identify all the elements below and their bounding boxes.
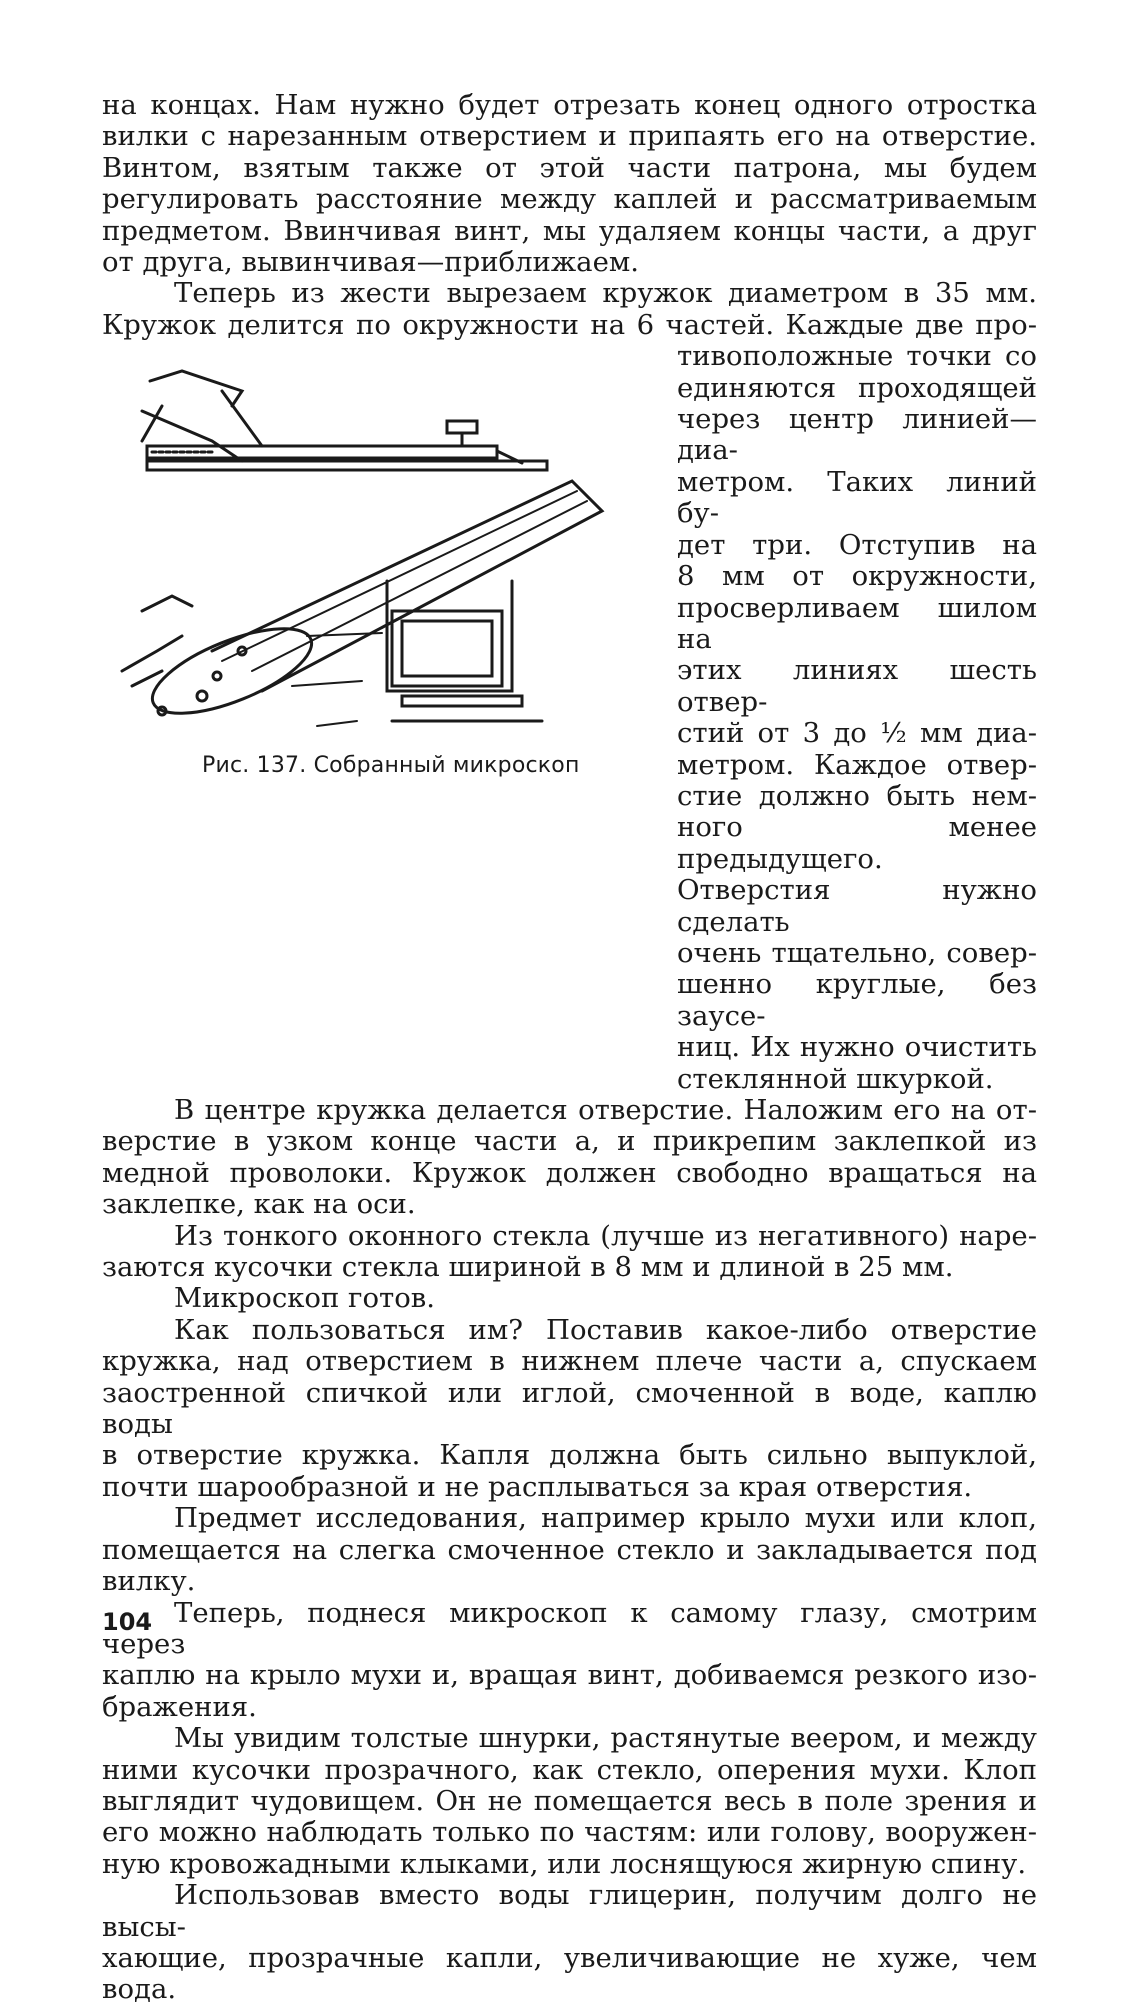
text-line: вилку.	[102, 1565, 196, 1598]
text-line: очень тщательно, совер-	[677, 936, 1037, 969]
text-line: Кружок делится по окружности на 6 частей. Каждые две про-	[102, 308, 1037, 341]
text-line: Как пользоваться им? Поставив какое-либо отверстие	[174, 1313, 1037, 1346]
text-line: В центре кружка делается отверстие. Наложим его на от-	[174, 1094, 1037, 1126]
paragraph-observation	[102, 1723, 1037, 1880]
text-line: этих линиях шесть отвер-	[677, 654, 1037, 718]
paragraph-disk	[102, 278, 1037, 341]
text-line: Теперь, поднеся микроскоп к самому глазу, смотрим через	[102, 1596, 1037, 1660]
text-line: кружка, над отверстием в нижнем плече части а, спускаем	[102, 1345, 1037, 1378]
text-line: заостренной спичкой или иглой, смоченной в воде, каплю воды	[102, 1376, 1037, 1441]
text-line: ного менее предыдущего.	[677, 811, 1037, 875]
text-line: Микроскоп готов.	[174, 1282, 436, 1315]
text-line: верстие в узком конце части а, и прикрепим заклепкой из	[102, 1125, 1037, 1158]
text-line: хающие, прозрачные капли, увеличивающие не хуже, чем вода.	[102, 1941, 1037, 2006]
figure-block	[102, 341, 1037, 1095]
paragraph-rivet	[102, 1095, 1037, 1221]
text-line: каплю на крыло мухи и, вращая винт, добиваемся резкого изо-	[102, 1659, 1037, 1692]
text-line: бражения.	[102, 1690, 257, 1723]
paragraph-viewing	[102, 1598, 1037, 1724]
text-line: ную кровожадными клыками, или лоснящуюся жирную спину.	[102, 1847, 1027, 1880]
text-line: Использовав вместо воды глицерин, получим долго не высы-	[102, 1879, 1037, 1943]
intro-paragraph	[102, 90, 1037, 278]
text-line: почти шарообразной и не расплываться за края отверстия.	[102, 1470, 973, 1503]
text-line: Из тонкого оконного стекла (лучше из негативного) наре-	[174, 1219, 1037, 1252]
text-line: заются кусочки стекла шириной в 8 мм и длиной в 25 мм.	[102, 1251, 954, 1284]
text-line: вилки с нарезанным отверстием и припаять его на отверстие.	[102, 120, 1037, 153]
text-line: Предмет исследования, например крыло мухи или клоп,	[174, 1502, 1037, 1535]
text-line: шенно круглые, без заусе-	[677, 968, 1037, 1032]
paragraph-glass	[102, 1221, 1037, 1284]
paragraph-glycerin	[102, 1880, 1037, 2006]
paragraph-ready	[102, 1283, 1037, 1314]
text-line: помещается на слегка смоченное стекло и закладывается под	[102, 1533, 1037, 1566]
text-line: ниц. Их нужно очистить	[677, 1031, 1037, 1064]
text-line: заклепке, как на оси.	[102, 1188, 416, 1221]
text-line: регулировать расстояние между каплей и рассматриваемым	[102, 183, 1037, 216]
text-line: предметом. Ввинчивая винт, мы удаляем концы части, а друг	[102, 214, 1037, 247]
side-column	[677, 341, 1037, 1095]
text-line: тивоположные точки со	[677, 341, 1037, 373]
text-line: в отверстие кружка. Капля должна быть сильно выпуклой,	[102, 1439, 1037, 1472]
text-line: выглядит чудовищем. Он не помещается весь в поле зрения и	[102, 1784, 1037, 1817]
text-line: метром. Таких линий бу-	[677, 465, 1037, 530]
text-line: от друга, вывинчивая—приближаем.	[102, 246, 639, 279]
paragraph-usage	[102, 1315, 1037, 1503]
figure-137	[102, 341, 662, 797]
page-text	[102, 90, 1037, 2006]
text-line: стие должно быть нем-	[677, 779, 1037, 812]
text-line: его можно наблюдать только по частям: или голову, вооружен-	[102, 1816, 1037, 1849]
text-line: 8 мм от окружности,	[677, 560, 1037, 593]
text-line: дет три. Отступив на	[677, 528, 1037, 561]
text-line: просверливаем шилом на	[677, 591, 1037, 655]
figure-caption: Рис. 137. Собранный микроскоп	[202, 753, 580, 779]
text-line: на концах. Нам нужно будет отрезать конец одного отростка	[102, 89, 1037, 121]
text-line: ними кусочки прозрачного, как стекло, оперения мухи. Клоп	[102, 1753, 1037, 1786]
text-line: единяются проходящей	[677, 371, 1037, 404]
text-line: Мы увидим толстые шнурки, растянутые веером, и между	[174, 1722, 1037, 1755]
microscope-illustration	[102, 351, 662, 751]
text-line: стеклянной шкуркой.	[677, 1062, 994, 1095]
text-line: метром. Каждое отвер-	[677, 748, 1037, 781]
text-line: стий от 3 до ½ мм диа-	[677, 717, 1037, 750]
paragraph-subject	[102, 1503, 1037, 1597]
text-line: Теперь из жести вырезаем кружок диаметром в 35 мм.	[174, 277, 1037, 310]
page-number: 104	[102, 1608, 153, 1636]
text-line: Отверстия нужно сделать	[677, 874, 1037, 938]
text-line: медной проволоки. Кружок должен свободно вращаться на	[102, 1156, 1037, 1189]
text-line: Винтом, взятым также от этой части патрона, мы будем	[102, 151, 1037, 184]
text-line: через центр линией—диа-	[677, 403, 1037, 467]
